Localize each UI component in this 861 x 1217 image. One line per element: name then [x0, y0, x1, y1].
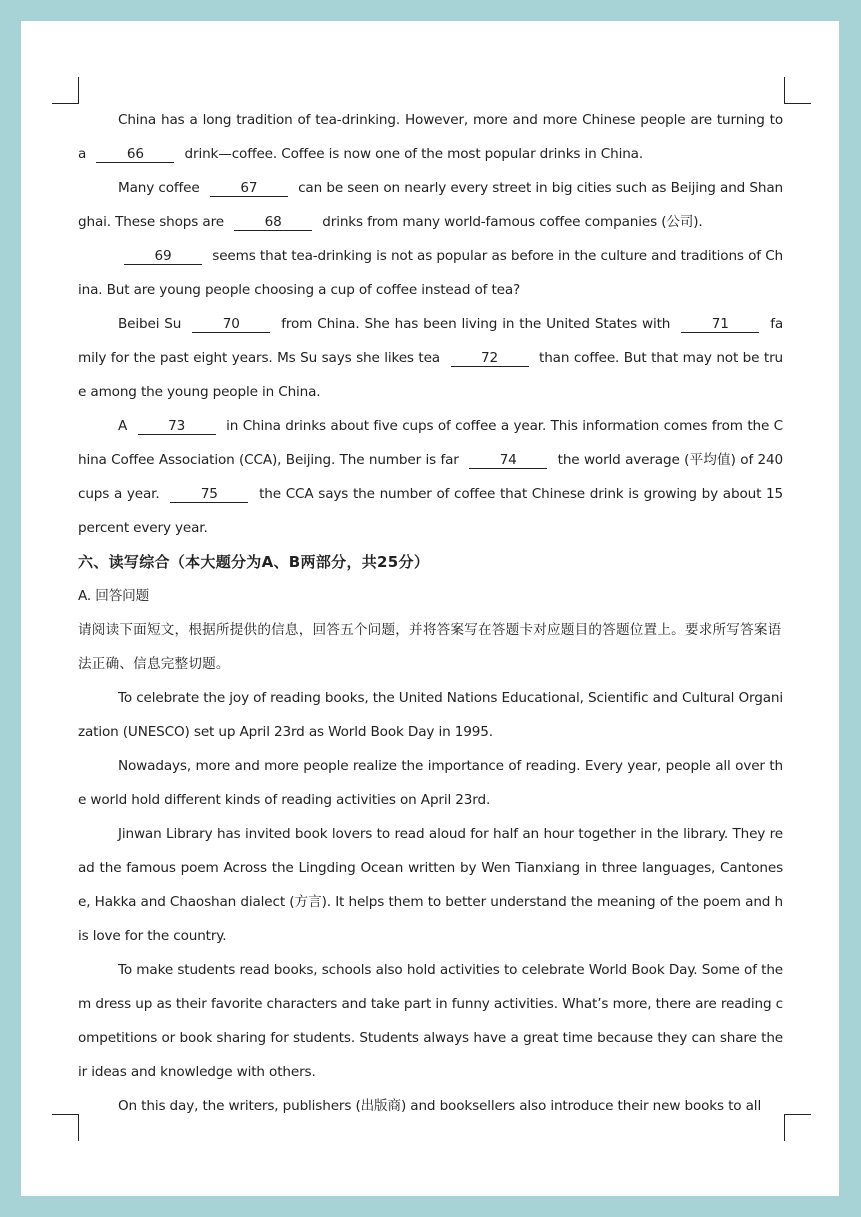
- section-heading: 六、读写综合（本大题分为A、B两部分，共25分）: [78, 553, 430, 571]
- cloze-paragraph-1: [78, 103, 783, 171]
- cloze-text: family for the past eight years. Ms Su says she likes tea: [78, 316, 784, 366]
- cloze-text: drinks from many world-famous coffee companies (公司).: [322, 214, 703, 230]
- cloze-text: can be seen on nearly every street in big cities such as Beijing and Shanghai. These shops are: [78, 180, 784, 230]
- cloze-paragraph-3: [78, 239, 783, 307]
- blank-69: 69: [124, 248, 202, 265]
- reading-paragraph-4: To make students read books, schools also hold activities to celebrate World Book Day. Some of them dress up as their favorite characters and take part in funny activities. What’s more, there are reading competitions or book sharing for students. Students always have a great time because they can share their ideas and knowledge with others.: [78, 962, 783, 1080]
- blank-68: 68: [234, 214, 312, 231]
- reading-paragraph-5: On this day, the writers, publishers (出版商) and booksellers also introduce their new books to all: [118, 1098, 762, 1114]
- blank-72: 72: [451, 350, 529, 367]
- cloze-text: in China drinks about five cups of coffee a year. This information comes from the China Coffee Association (CCA), Beijing. The number is far: [78, 418, 783, 468]
- blank-66: 66: [96, 146, 174, 163]
- section-subheading: A. 回答问题: [78, 588, 150, 604]
- cloze-paragraph-2: [78, 171, 783, 239]
- cloze-text: than coffee. But that may not be true among the young people in China.: [78, 350, 783, 400]
- reading-paragraph-3: Jinwan Library has invited book lovers to read aloud for half an hour together in the library. They read the famous poem Across the Lingding Ocean written by Wen Tianxiang in three languages, Cantonese, Hakka and Chaoshan dialect (方言). It helps them to better understand the meaning of the poem and his love for the country.: [78, 826, 783, 944]
- blank-74: 74: [469, 452, 547, 469]
- cloze-text: the world average (平均值) of 240 cups a year.: [78, 452, 784, 502]
- blank-75: 75: [170, 486, 248, 503]
- crop-mark-top-right: [784, 77, 811, 104]
- cloze-paragraph-5: [78, 409, 783, 545]
- cloze-text: Many coffee: [118, 180, 200, 196]
- cloze-text: drink—coffee. Coffee is now one of the most popular drinks in China.: [184, 146, 644, 162]
- cloze-text: the CCA says the number of coffee that Chinese drink is growing by about 15 percent every year.: [78, 486, 784, 536]
- cloze-text: from China. She has been living in the United States with: [281, 316, 671, 332]
- reading-paragraph-1: To celebrate the joy of reading books, the United Nations Educational, Scientific and Cultural Organization (UNESCO) set up April 23rd as World Book Day in 1995.: [78, 690, 783, 740]
- crop-mark-top-left: [52, 77, 79, 104]
- cloze-text: A: [118, 418, 128, 434]
- blank-70: 70: [192, 316, 270, 333]
- section-instructions: 请阅读下面短文，根据所提供的信息，回答五个问题，并将答案写在答题卡对应题目的答题位置上。要求所写答案语法正确、信息完整切题。: [78, 622, 782, 672]
- blank-73: 73: [138, 418, 216, 435]
- cloze-text: seems that tea-drinking is not as popular as before in the culture and traditions of China. But are young people choosing a cup of coffee instead of tea?: [78, 248, 784, 298]
- cloze-text: Beibei Su: [118, 316, 182, 332]
- cloze-text: China has a long tradition of tea-drinking. However, more and more Chinese people are turning to a: [78, 112, 783, 162]
- crop-mark-bottom-left: [52, 1114, 79, 1141]
- page-content: [78, 103, 783, 1123]
- blank-71: 71: [681, 316, 759, 333]
- crop-mark-bottom-right: [784, 1114, 811, 1141]
- blank-67: 67: [210, 180, 288, 197]
- cloze-paragraph-4: [78, 307, 783, 409]
- reading-paragraph-2: Nowadays, more and more people realize the importance of reading. Every year, people all over the world hold different kinds of reading activities on April 23rd.: [78, 758, 783, 808]
